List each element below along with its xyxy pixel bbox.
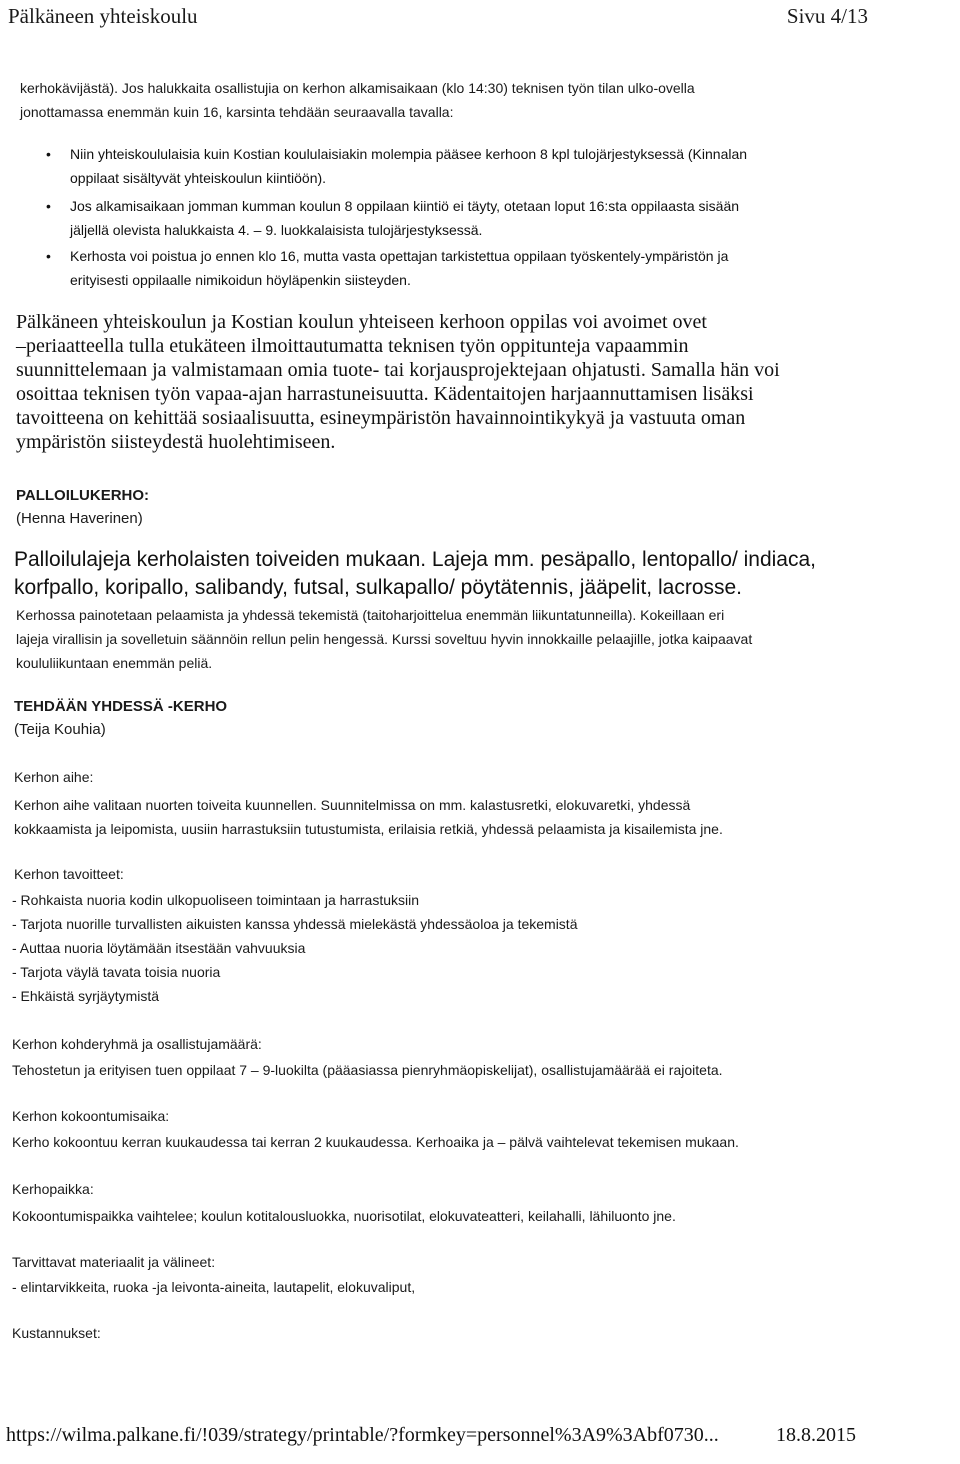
list-item: - Ehkäistä syrjäytymistä <box>12 988 160 1004</box>
list-item: - Rohkaista nuoria kodin ulkopuoliseen toimintaan ja harrastuksiin <box>12 892 420 908</box>
document-title: Pälkäneen yhteiskoulu <box>8 4 198 28</box>
sports-line: Palloilulajeja kerholaisten toiveiden mukaan. Lajeja mm. pesäpallo, lentopallo/ indiaca, <box>14 548 816 571</box>
section-heading-palloilukerho: PALLOILUKERHO: <box>16 487 150 504</box>
aihe-line: Kerhon aihe valitaan nuorten toiveita kuunnellen. Suunnitelmissa on mm. kalastusretki, elokuvaretki, yhdessä <box>14 797 691 813</box>
club-description-paragraph <box>16 310 846 454</box>
aihe-line: kokkaamista ja leipomista, uusiin harrastuksiin tutustumista, erilaisia retkiä, yhdessä pelaamista ja kisailemista jne. <box>14 821 723 837</box>
list-item: - Tarjota nuorille turvallisten aikuisten kanssa yhdessä mielekästä yhdessäoloa ja tekemistä <box>12 916 578 932</box>
intro-line-2: jonottamassa enemmän kuin 16, karsinta tehdään seuraavalla tavalla: <box>20 104 454 120</box>
paragraph-line: suunnittelemaan ja valmistamaan omia tuote- tai korjausprojektejaan ohjatusti. Samalla hän voi <box>16 359 780 381</box>
section-heading-tehdaan-yhdessa: TEHDÄÄN YHDESSÄ -KERHO <box>14 698 228 715</box>
tavoitteet-list <box>12 888 912 1008</box>
paragraph-line: ympäristön siisteydestä huolehtimiseen. <box>16 431 336 453</box>
bullet-icon: • <box>46 198 51 214</box>
aihe-label: Kerhon aihe: <box>14 769 94 785</box>
bullet-item-1 <box>46 143 866 189</box>
aihe-text <box>14 793 914 841</box>
footer-date: 18.8.2015 <box>776 1424 856 1446</box>
bullet-item-3 <box>46 245 866 291</box>
paragraph-line: Pälkäneen yhteiskoulun ja Kostian koulun yhteiseen kerhoon oppilas voi avoimet ovet <box>16 311 707 333</box>
kustannukset-label: Kustannukset: <box>12 1325 101 1341</box>
tavoitteet-label: Kerhon tavoitteet: <box>14 866 124 882</box>
paragraph-line: tavoitteena on kehittää sosiaalisuutta, esineympäristön havainnointikykyä ja vastuuta oman <box>16 407 746 429</box>
kohderyhma-text: Tehostetun ja erityisen tuen oppilaat 7 – 9-luokilta (pääasiassa pienryhmäopiskelijat), osallistujamäärää ei rajoiteta. <box>12 1062 723 1078</box>
sports-list <box>14 546 864 602</box>
palloilu-description <box>16 603 916 675</box>
paragraph-line: –periaatteella tulla etukäteen ilmoittautumatta teknisen työn oppitunteja vapaammin <box>16 335 689 357</box>
kokoontumisaika-text: Kerho kokoontuu kerran kuukaudessa tai kerran 2 kuukaudessa. Kerhoaika ja – pälvä vaihtelevat tekemisen mukaan. <box>12 1134 739 1150</box>
bullet-line: jäljellä olevista halukkaista 4. – 9. luokkalaisista tulojärjestyksessä. <box>70 222 483 238</box>
paragraph-line: osoittaa teknisen työn vapaa-ajan harrastuneisuutta. Kädentaitojen harjaannuttamisen lisäksi <box>16 383 754 405</box>
bullet-line: Jos alkamisaikaan jomman kumman koulun 8 oppilaan kiintiö ei täyty, otetaan loput 16:sta oppilaasta sisään <box>70 198 740 214</box>
bullet-line: Niin yhteiskoululaisia kuin Kostian koululaisiakin molempia pääsee kerhoon 8 kpl tulojärjestyksessä (Kinnalan <box>70 146 748 162</box>
bullet-line: Kerhosta voi poistua jo ennen klo 16, mutta vasta opettajan tarkistettua oppilaan työskentely-ympäristön ja <box>70 248 729 264</box>
kerhopaikka-label: Kerhopaikka: <box>12 1181 94 1197</box>
intro-line-1: kerhokävijästä). Jos halukkaita osallistujia on kerhon alkamisaikaan (klo 14:30) teknisen työn tilan ulko-ovella <box>20 80 695 96</box>
footer-url: https://wilma.palkane.fi/!039/strategy/printable/?formkey=personnel%3A9%3Abf0730... <box>6 1424 719 1446</box>
bullet-item-2 <box>46 195 866 241</box>
page-number: Sivu 4/13 <box>786 4 868 28</box>
sports-line: korfpallo, koripallo, salibandy, futsal, sulkapallo/ pöytätennis, jääpelit, lacrosse. <box>14 576 743 599</box>
kohderyhma-label: Kerhon kohderyhmä ja osallistujamäärä: <box>12 1036 262 1052</box>
bullet-icon: • <box>46 146 51 162</box>
kerhopaikka-text: Kokoontumispaikka vaihtelee; koulun kotitalousluokka, nuorisotilat, elokuvateatteri, keilahalli, lähiluonto jne. <box>12 1208 676 1224</box>
teacher-name: (Henna Haverinen) <box>16 510 143 527</box>
bullet-line: erityisesti oppilaalle nimikoidun höyläpenkin siisteyden. <box>70 272 411 288</box>
list-item: - Auttaa nuoria löytämään itsestään vahvuuksia <box>12 940 306 956</box>
materiaalit-text: - elintarvikkeita, ruoka -ja leivonta-aineita, lautapelit, elokuvaliput, <box>12 1279 416 1295</box>
description-line: lajeja virallisin ja sovelletuin säännöin rellun pelin hengessä. Kurssi soveltuu hyvin innokkaille pelaajille, jotka kaipaavat <box>16 631 753 647</box>
teacher-name: (Teija Kouhia) <box>14 721 106 738</box>
kokoontumisaika-label: Kerhon kokoontumisaika: <box>12 1108 170 1124</box>
bullet-line: oppilaat sisältyvät yhteiskoulun kiintiöön). <box>70 170 327 186</box>
bullet-icon: • <box>46 248 51 264</box>
description-line: Kerhossa painotetaan pelaamista ja yhdessä tekemistä (taitoharjoittelua enemmän liikuntatunneilla). Kokeillaan eri <box>16 607 725 623</box>
description-line: koululiikuntaan enemmän peliä. <box>16 655 213 671</box>
materiaalit-label: Tarvittavat materiaalit ja välineet: <box>12 1254 216 1270</box>
list-item: - Tarjota väylä tavata toisia nuoria <box>12 964 221 980</box>
